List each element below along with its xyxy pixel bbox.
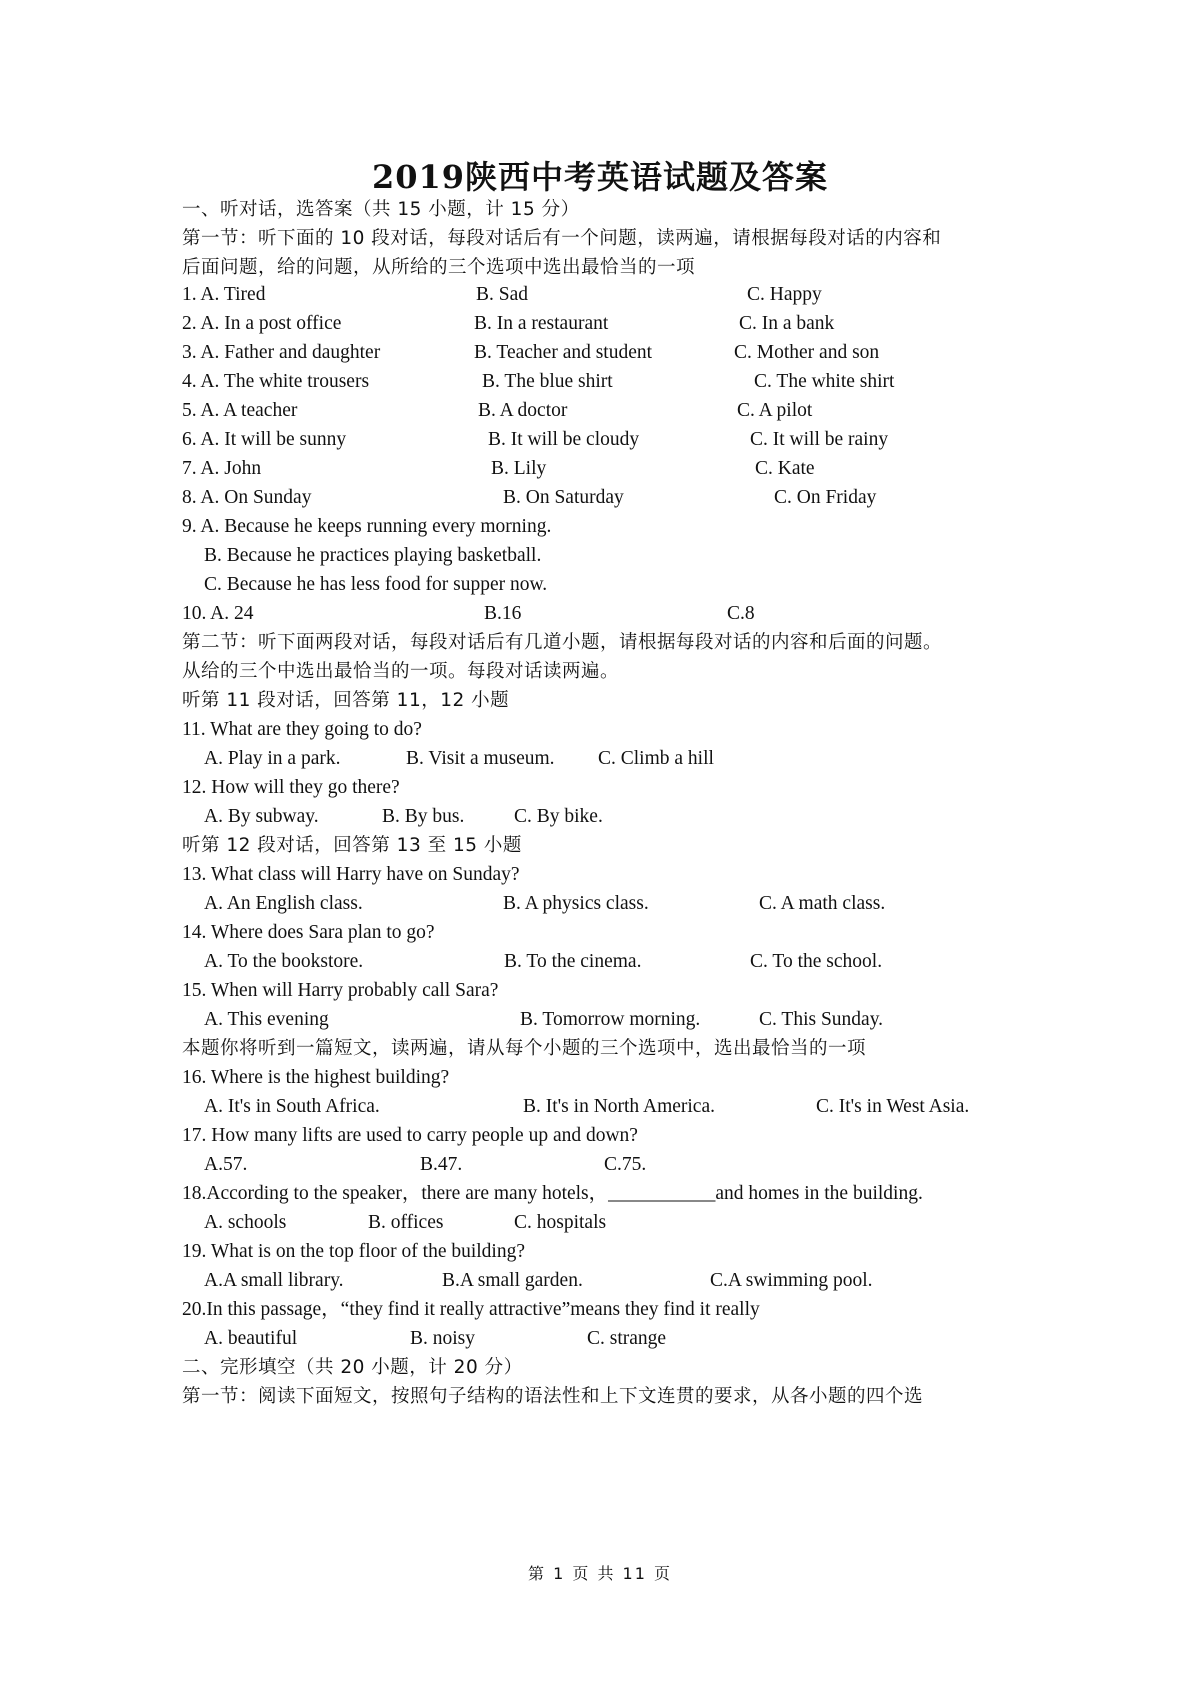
- part2-intro: 第一节：阅读下面短文，按照句子结构的语法性和上下文连贯的要求，从各小题的四个选: [182, 1386, 924, 1407]
- question-17-stem: 17. How many lifts are used to carry people up and down?: [182, 1125, 638, 1146]
- question-9-option-b: B. Because he practices playing basketball.: [204, 545, 542, 566]
- option-b: B. The blue shirt: [482, 371, 613, 392]
- option-a: 8. A. On Sunday: [182, 487, 312, 508]
- option-b: B. Tomorrow morning.: [520, 1009, 701, 1030]
- option-c: C. To the school.: [750, 951, 883, 972]
- option-a: 7. A. John: [182, 458, 262, 479]
- question-9-option-c: C. Because he has less food for supper now.: [204, 574, 548, 595]
- section1-intro-line2: 后面问题，给的问题，从所给的三个选项中选出最恰当的一项: [182, 257, 696, 278]
- option-c: C. Climb a hill: [598, 748, 714, 769]
- option-b: B. Sad: [476, 284, 529, 305]
- part1-heading: 一、听对话，选答案（共 15 小题，计 15 分）: [182, 199, 580, 220]
- option-c: C. In a bank: [739, 313, 835, 334]
- option-c: C. It's in West Asia.: [816, 1096, 970, 1117]
- option-c: C. strange: [587, 1328, 667, 1349]
- option-b: B. It's in North America.: [523, 1096, 715, 1117]
- section2-intro-line2: 从给的三个中选出最恰当的一项。每段对话读两遍。: [182, 661, 620, 682]
- question-16-stem: 16. Where is the highest building?: [182, 1067, 450, 1088]
- option-a: A. It's in South Africa.: [204, 1096, 380, 1117]
- option-c: C. This Sunday.: [759, 1009, 884, 1030]
- option-c: C. On Friday: [774, 487, 877, 508]
- option-c: C. A math class.: [759, 893, 886, 914]
- option-a: 4. A. The white trousers: [182, 371, 370, 392]
- option-c: C. A pilot: [737, 400, 813, 421]
- option-c: C.A swimming pool.: [710, 1270, 873, 1291]
- option-c: C. hospitals: [514, 1212, 607, 1233]
- option-c: C. It will be rainy: [750, 429, 889, 450]
- option-c: C. Kate: [755, 458, 815, 479]
- option-b: B. Lily: [491, 458, 547, 479]
- option-c: C.75.: [604, 1154, 647, 1175]
- page-footer: 第 1 页 共 11 页: [528, 1564, 672, 1583]
- question-12-stem: 12. How will they go there?: [182, 777, 400, 798]
- question-14-stem: 14. Where does Sara plan to go?: [182, 922, 435, 943]
- option-c: C. Happy: [747, 284, 822, 305]
- dialog-12-heading: 听第 12 段对话，回答第 13 至 15 小题: [182, 835, 522, 856]
- option-a: A. This evening: [204, 1009, 329, 1030]
- option-b: B. A doctor: [478, 400, 568, 421]
- section2-intro-line1: 第二节：听下面两段对话，每段对话后有几道小题，请根据每段对话的内容和后面的问题。: [182, 632, 943, 653]
- option-b: B.A small garden.: [442, 1270, 583, 1291]
- option-a: A. By subway.: [204, 806, 319, 827]
- question-9-option-a: 9. A. Because he keeps running every morning.: [182, 516, 552, 537]
- option-a: A.57.: [204, 1154, 248, 1175]
- option-b: B. It will be cloudy: [488, 429, 640, 450]
- page-title: 2019陕西中考英语试题及答案: [371, 158, 829, 196]
- option-b: B. By bus.: [382, 806, 465, 827]
- option-b: B.16: [484, 603, 522, 624]
- option-b: B. In a restaurant: [474, 313, 609, 334]
- option-c: C. The white shirt: [754, 371, 895, 392]
- option-a: A.A small library.: [204, 1270, 344, 1291]
- question-13-stem: 13. What class will Harry have on Sunday?: [182, 864, 520, 885]
- question-18-stem: 18.According to the speaker，there are many hotels，___________and homes in the building.: [182, 1183, 923, 1204]
- option-a: A. schools: [204, 1212, 287, 1233]
- option-a: A. Play in a park.: [204, 748, 341, 769]
- option-b: B. Visit a museum.: [406, 748, 555, 769]
- question-15-stem: 15. When will Harry probably call Sara?: [182, 980, 499, 1001]
- option-a: 3. A. Father and daughter: [182, 342, 381, 363]
- option-a: 2. A. In a post office: [182, 313, 342, 334]
- option-a: A. To the bookstore.: [204, 951, 364, 972]
- option-b: B. To the cinema.: [504, 951, 642, 972]
- option-b: B. noisy: [410, 1328, 476, 1349]
- question-11-stem: 11. What are they going to do?: [182, 719, 422, 740]
- option-b: B.47.: [420, 1154, 463, 1175]
- option-b: B. On Saturday: [503, 487, 624, 508]
- passage-intro: 本题你将听到一篇短文，读两遍，请从每个小题的三个选项中，选出最恰当的一项: [182, 1038, 867, 1059]
- option-a: A. beautiful: [204, 1328, 298, 1349]
- part2-heading: 二、完形填空（共 20 小题，计 20 分）: [182, 1357, 523, 1378]
- option-b: B. offices: [368, 1212, 444, 1233]
- option-c: C. By bike.: [514, 806, 603, 827]
- option-a: 5. A. A teacher: [182, 400, 298, 421]
- question-19-stem: 19. What is on the top floor of the building?: [182, 1241, 526, 1262]
- question-20-stem: 20.In this passage，“they find it really attractive”means they find it really: [182, 1299, 760, 1320]
- dialog-11-heading: 听第 11 段对话，回答第 11，12 小题: [182, 690, 510, 711]
- section1-intro-line1: 第一节：听下面的 10 段对话，每段对话后有一个问题，读两遍，请根据每段对话的内容和: [182, 228, 942, 249]
- option-c: C. Mother and son: [734, 342, 880, 363]
- option-a: A. An English class.: [204, 893, 363, 914]
- option-b: B. Teacher and student: [474, 342, 653, 363]
- option-b: B. A physics class.: [503, 893, 649, 914]
- option-a: 10. A. 24: [182, 603, 254, 624]
- option-a: 1. A. Tired: [182, 284, 266, 305]
- option-c: C.8: [727, 603, 755, 624]
- option-a: 6. A. It will be sunny: [182, 429, 347, 450]
